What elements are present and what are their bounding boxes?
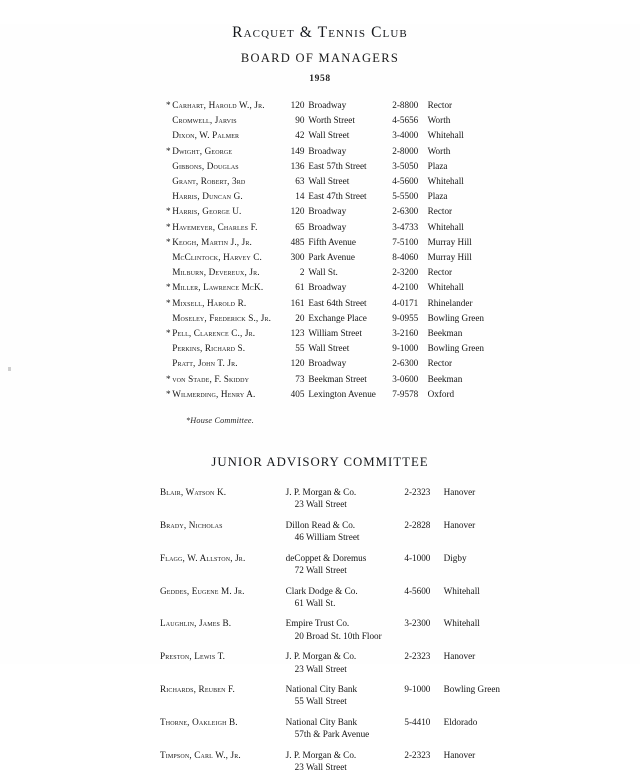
phone-number: 3-2300 [404, 618, 431, 629]
phone-number: 9-0955 [392, 312, 419, 323]
street-name: Broadway [308, 358, 347, 369]
street-number: 61 [295, 282, 305, 293]
street-number: 20 [295, 312, 305, 323]
phone-number: 2-8000 [392, 145, 419, 156]
member-name: McClintock, Harvey C. [172, 252, 262, 263]
street-number: 42 [295, 130, 305, 141]
table-row [166, 326, 484, 341]
board-of-managers-table [166, 98, 484, 402]
phone-number: 3-4733 [392, 221, 419, 232]
phone-exchange: Bowling Green [443, 683, 500, 694]
street-name: East 57th Street [308, 160, 367, 171]
member-address [286, 650, 405, 683]
street-name: Broadway [308, 221, 347, 232]
phone-exchange: Rector [427, 100, 453, 110]
phone-exchange: Hanover [443, 519, 476, 530]
phone-exchange: Rector [427, 206, 453, 217]
firm-name: Dillon Read & Co. [285, 519, 356, 530]
board-of-managers-title: BOARD OF MANAGERS [240, 51, 400, 65]
street-number: 123 [290, 328, 305, 339]
street-name: Wall Street [308, 176, 350, 187]
phone-exchange: Whitehall [427, 282, 464, 293]
member-name: Richards, Reuben F. [160, 683, 236, 694]
street-name: Park Avenue [308, 252, 355, 263]
scan-artifact-mark [8, 367, 11, 371]
street-number: 485 [290, 236, 305, 247]
phone-number: 8-4060 [392, 252, 419, 263]
member-address [286, 617, 405, 650]
table-row [160, 716, 500, 749]
phone-exchange: Digby [443, 552, 467, 563]
junior-table-body [160, 486, 500, 781]
member-name: Flagg, W. Allston, Jr. [160, 552, 246, 563]
table-row [166, 356, 484, 371]
street-address: 72 Wall Street [294, 565, 347, 576]
table-row [166, 144, 484, 159]
table-row [160, 749, 500, 781]
street-name: Worth Street [308, 115, 355, 126]
table-row [166, 311, 484, 326]
street-address: 20 Broad St. 10th Floor [294, 630, 382, 641]
junior-advisory-table [160, 486, 500, 781]
member-name: Dwight, George [172, 145, 233, 156]
year-label: 1958 [309, 74, 331, 84]
member-name: Dixon, W. Palmer [172, 130, 240, 141]
table-row [166, 159, 484, 174]
table-row [166, 265, 484, 280]
phone-exchange: Beekman [427, 373, 463, 384]
member-name: Gibbons, Douglas [172, 160, 239, 171]
street-address: 55 Wall Street [294, 696, 347, 707]
member-address [286, 716, 405, 749]
street-number: 149 [290, 145, 305, 156]
member-name: Brady, Nicholas [160, 519, 223, 530]
firm-name: J. P. Morgan & Co. [285, 487, 357, 498]
house-committee-star: * [166, 236, 171, 247]
phone-number: 4-0171 [392, 297, 419, 308]
street-number: 405 [290, 388, 305, 399]
street-address: 46 William Street [294, 532, 360, 543]
table-row [160, 650, 500, 683]
street-address: 61 Wall St. [294, 597, 336, 608]
street-number: 120 [290, 206, 305, 217]
member-name: Moseley, Frederick S., Jr. [172, 312, 272, 323]
table-row [160, 486, 500, 519]
member-name: Mixsell, Harold R. [172, 297, 247, 308]
street-number: 120 [290, 358, 305, 369]
member-name: Keogh, Martin J., Jr. [172, 236, 253, 247]
member-name: Preston, Lewis T. [160, 651, 226, 662]
member-name: Thorne, Oakleigh B. [160, 716, 238, 727]
table-row [166, 280, 484, 295]
member-name: Pratt, John T. Jr. [172, 358, 238, 369]
phone-exchange: Hanover [443, 487, 476, 498]
directory-page [0, 24, 640, 772]
phone-number: 3-0600 [392, 373, 419, 384]
table-row [166, 220, 484, 235]
table-row [166, 113, 484, 128]
street-number: 14 [295, 191, 305, 202]
board-table-body [166, 98, 484, 402]
phone-number: 3-5050 [392, 160, 419, 171]
street-number: 90 [295, 115, 305, 126]
street-name: East 64th Street [308, 297, 367, 308]
phone-number: 2-2323 [404, 487, 431, 498]
house-committee-star: * [166, 221, 171, 232]
phone-exchange: Hanover [443, 749, 476, 760]
phone-number: 4-5600 [392, 176, 419, 187]
street-name: Lexington Avenue [308, 388, 376, 399]
table-row [160, 552, 500, 585]
member-address [286, 519, 405, 552]
phone-exchange: Worth [427, 145, 451, 156]
street-number: 2 [299, 267, 305, 278]
phone-number: 2-6300 [392, 206, 419, 217]
table-row [166, 128, 484, 143]
member-address [286, 683, 405, 716]
street-name: Broadway [308, 145, 347, 156]
street-number: 161 [290, 297, 305, 308]
house-committee-star: * [166, 206, 171, 217]
house-committee-star: * [166, 100, 171, 110]
street-name: William Street [308, 328, 362, 339]
street-address: 57th & Park Avenue [294, 729, 370, 740]
phone-number: 9-1000 [392, 343, 419, 354]
phone-number: 5-4410 [404, 716, 431, 727]
street-address: 23 Wall Street [294, 761, 347, 772]
member-name: Blair, Watson K. [160, 487, 227, 498]
phone-exchange: Hanover [443, 651, 476, 662]
table-row [160, 617, 500, 650]
house-committee-star: * [166, 145, 171, 156]
member-name: Wilmerding, Henry A. [172, 388, 256, 399]
street-name: Wall Street [308, 130, 350, 141]
member-name: Havemeyer, Charles F. [172, 221, 258, 232]
firm-name: J. P. Morgan & Co. [285, 651, 357, 662]
phone-number: 4-1000 [404, 552, 431, 563]
junior-advisory-title: JUNIOR ADVISORY COMMITTEE [211, 455, 429, 470]
phone-exchange: Whitehall [427, 221, 464, 232]
club-title: Racquet & Tennis Club [232, 24, 408, 41]
phone-exchange: Oxford [427, 388, 455, 399]
member-name: Perkins, Richard S. [172, 343, 246, 354]
phone-number: 2-3200 [392, 267, 419, 278]
street-name: Wall Street [308, 343, 350, 354]
table-row [166, 372, 484, 387]
member-address [286, 585, 405, 618]
house-committee-star: * [166, 328, 171, 339]
phone-exchange: Rector [427, 358, 453, 369]
phone-exchange: Bowling Green [427, 343, 484, 354]
street-address: 23 Wall Street [294, 499, 347, 510]
phone-number: 3-4000 [392, 130, 419, 141]
phone-number: 2-2323 [404, 651, 431, 662]
firm-name: National City Bank [285, 683, 358, 694]
member-address [286, 749, 405, 781]
house-committee-star: * [166, 373, 171, 384]
phone-number: 2-8800 [392, 100, 419, 110]
phone-number: 2-6300 [392, 358, 419, 369]
phone-number: 4-2100 [392, 282, 419, 293]
member-name: Pell, Clarence C., Jr. [172, 328, 256, 339]
firm-name: J. P. Morgan & Co. [285, 749, 357, 760]
street-number: 65 [295, 221, 305, 232]
member-name: Milburn, Devereux, Jr. [172, 267, 260, 278]
house-committee-footnote: *House Committee. [186, 416, 254, 426]
street-number: 73 [295, 373, 305, 384]
street-number: 300 [290, 252, 305, 263]
phone-number: 5-5500 [392, 191, 419, 202]
table-row [160, 683, 500, 716]
table-row [166, 250, 484, 265]
street-name: Broadway [308, 100, 347, 110]
phone-exchange: Worth [427, 115, 451, 126]
phone-number: 2-2828 [404, 519, 431, 530]
street-name: Wall St. [308, 267, 338, 278]
house-committee-star: * [166, 388, 171, 399]
phone-number: 4-5656 [392, 115, 419, 126]
member-name: Harris, George U. [172, 206, 242, 217]
phone-exchange: Murray Hill [427, 236, 472, 247]
phone-exchange: Rhinelander [427, 297, 473, 308]
street-number: 55 [295, 343, 305, 354]
member-name: von Stade, F. Skiddy [172, 373, 250, 384]
phone-exchange: Eldorado [443, 716, 478, 727]
phone-number: 7-5100 [392, 236, 419, 247]
house-committee-star: * [166, 282, 171, 293]
table-row [166, 98, 484, 113]
street-name: Beekman Street [308, 373, 367, 384]
phone-exchange: Plaza [427, 160, 448, 171]
firm-name: National City Bank [285, 716, 358, 727]
table-row [160, 519, 500, 552]
table-row [166, 174, 484, 189]
street-number: 120 [290, 100, 305, 110]
phone-number: 9-1000 [404, 683, 431, 694]
member-name: Cromwell, Jarvis [172, 115, 237, 126]
member-name: Timpson, Carl W., Jr. [160, 749, 241, 760]
table-row [166, 296, 484, 311]
phone-exchange: Whitehall [443, 585, 480, 596]
table-row [166, 341, 484, 356]
phone-exchange: Whitehall [427, 130, 464, 141]
phone-number: 7-9578 [392, 388, 419, 399]
street-address: 23 Wall Street [294, 663, 347, 674]
member-name: Grant, Robert, 3rd [172, 176, 246, 187]
street-name: Fifth Avenue [308, 236, 356, 247]
house-committee-star: * [166, 297, 171, 308]
street-name: Exchange Place [308, 312, 367, 323]
phone-exchange: Murray Hill [427, 252, 472, 263]
firm-name: Empire Trust Co. [285, 618, 350, 629]
phone-exchange: Bowling Green [427, 312, 484, 323]
member-address [286, 552, 405, 585]
table-row [166, 204, 484, 219]
street-name: Broadway [308, 282, 347, 293]
table-row [166, 189, 484, 204]
firm-name: deCoppet & Doremus [285, 552, 367, 563]
member-name: Harris, Duncan G. [172, 191, 243, 202]
phone-exchange: Whitehall [427, 176, 464, 187]
firm-name: Clark Dodge & Co. [285, 585, 358, 596]
street-number: 136 [290, 160, 305, 171]
street-name: Broadway [308, 206, 347, 217]
member-name: Carhart, Harold W., Jr. [172, 100, 265, 110]
table-row [166, 235, 484, 250]
table-row [166, 387, 484, 402]
phone-number: 3-2160 [392, 328, 419, 339]
phone-exchange: Beekman [427, 328, 463, 339]
table-row [160, 585, 500, 618]
phone-number: 4-5600 [404, 585, 431, 596]
street-name: East 47th Street [308, 191, 367, 202]
member-name: Geddes, Eugene M. Jr. [160, 585, 245, 596]
member-name: Miller, Lawrence McK. [172, 282, 264, 293]
street-number: 63 [295, 176, 305, 187]
member-address [286, 486, 405, 519]
phone-exchange: Whitehall [443, 618, 480, 629]
phone-exchange: Rector [427, 267, 453, 278]
phone-exchange: Plaza [427, 191, 448, 202]
phone-number: 2-2323 [404, 749, 431, 760]
member-name: Laughlin, James B. [160, 618, 232, 629]
junior-advisory-section [0, 455, 640, 781]
